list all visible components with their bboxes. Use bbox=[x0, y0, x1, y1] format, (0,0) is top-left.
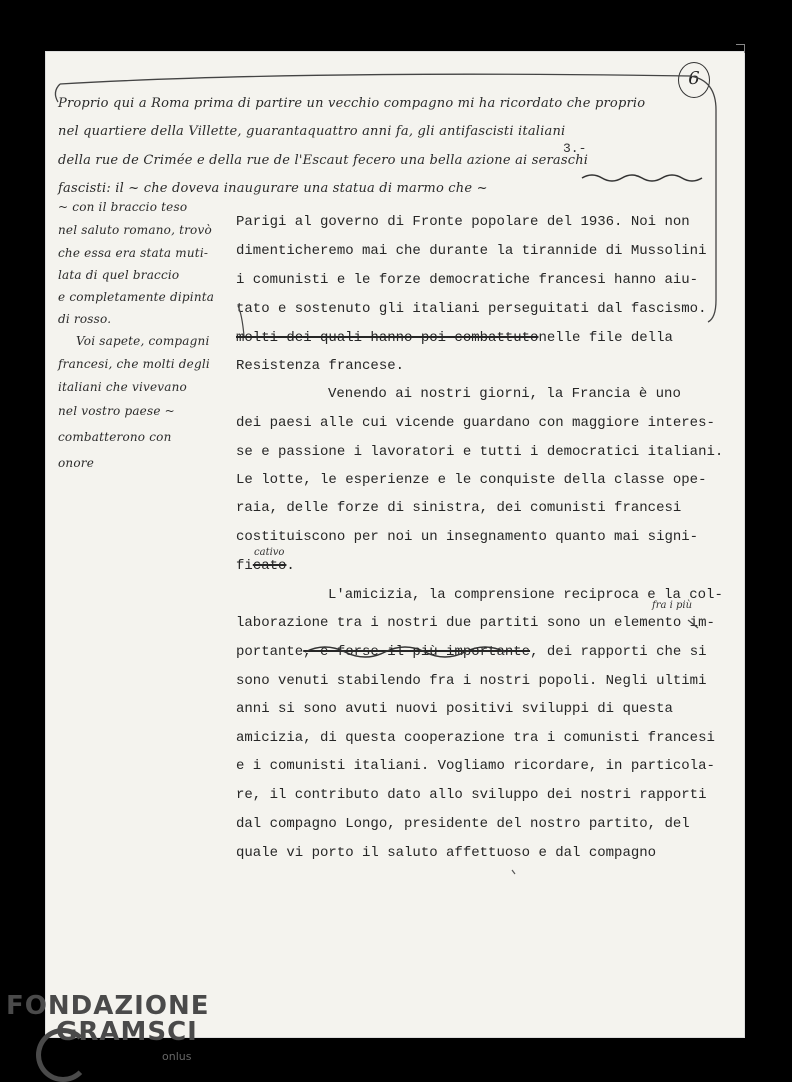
watermark-line1: FONDAZIONE bbox=[6, 991, 210, 1021]
typed-line: Parigi al governo di Fronte popolare del 1936. Noi non bbox=[236, 214, 690, 230]
handwritten-margin-line: onore bbox=[58, 456, 95, 470]
handwritten-margin-line: ~ con il braccio teso bbox=[58, 200, 188, 214]
handwritten-margin-line: combatterono con bbox=[58, 430, 172, 444]
watermark-line2: GRAMSCI bbox=[56, 1017, 198, 1047]
typed-line: anni si sono avuti nuovi positivi sviluppi di questa bbox=[236, 701, 673, 717]
handwritten-margin-line: di rosso. bbox=[58, 312, 112, 326]
typed-line: tato e sostenuto gli italiani perseguitati dal fascismo. bbox=[236, 301, 707, 317]
handwritten-line: nel quartiere della Villette, guarantaquattro anni fa, gli antifascisti italiani bbox=[58, 124, 566, 139]
typed-line: dei paesi alle cui vicende guardano con maggiore interes- bbox=[236, 415, 715, 431]
typed-line: Venendo ai nostri giorni, la Francia è uno bbox=[328, 386, 681, 402]
watermark-suffix: onlus bbox=[162, 1050, 192, 1063]
typed-line: laborazione tra i nostri due partiti sono un elemento im- bbox=[236, 615, 715, 631]
typed-fragment: . bbox=[286, 558, 295, 574]
handwritten-margin-line: che essa era stata muti- bbox=[58, 246, 209, 260]
watermark-logo bbox=[6, 993, 209, 1045]
typed-line: dimenticheremo mai che durante la tirannide di Mussolini bbox=[236, 243, 707, 259]
handwritten-line: Proprio qui a Roma prima di partire un vecchio compagno mi ha ricordato che proprio bbox=[58, 96, 646, 111]
typed-line: Le lotte, le esperienze e le conquiste della classe ope- bbox=[236, 472, 707, 488]
struck-text: molti dei quali hanno poi combattuto bbox=[236, 330, 539, 346]
handwritten-insertion: fra i più bbox=[652, 600, 693, 611]
typed-line: i comunisti e le forze democratiche francesi hanno aiu- bbox=[236, 272, 699, 288]
typed-line: se e passione i lavoratori e tutti i democratici italiani. bbox=[236, 444, 724, 460]
handwritten-margin-line: nel saluto romano, trovò bbox=[58, 223, 212, 237]
typed-line: dal compagno Longo, presidente del nostro partito, del bbox=[236, 816, 690, 832]
struck-text: cato bbox=[252, 558, 287, 574]
typed-page-number: 3.- bbox=[563, 141, 587, 156]
typed-line: sono venuti stabilendo fra i nostri popoli. Negli ultimi bbox=[236, 673, 707, 689]
handwritten-line: fascisti: il ~ che doveva inaugurare una statua di marmo che ~ bbox=[58, 181, 488, 196]
typed-line: L'amicizia, la comprensione reciproca e la col- bbox=[328, 587, 723, 603]
typed-fragment: portante bbox=[236, 644, 304, 660]
watermark-g-icon bbox=[36, 1028, 90, 1082]
handwritten-line: della rue de Crimée e della rue de l'Escaut fecero una bella azione ai seraschi bbox=[58, 153, 589, 168]
handwritten-margin-line: francesi, che molti degli bbox=[58, 357, 210, 371]
handwritten-margin-line: italiani che vivevano bbox=[58, 380, 187, 394]
typed-line: costituiscono per noi un insegnamento quanto mai signi- bbox=[236, 529, 699, 545]
handwritten-margin-line: Voi sapete, compagni bbox=[76, 334, 210, 348]
handwritten-margin-line: lata di quel braccio bbox=[58, 268, 180, 282]
handwritten-margin-line: nel vostro paese ~ bbox=[58, 404, 175, 418]
handwritten-insertion: cativo bbox=[254, 547, 285, 558]
typed-line: Resistenza francese. bbox=[236, 358, 405, 374]
typed-line: re, il contributo dato allo sviluppo dei nostri rapporti bbox=[236, 787, 707, 803]
page-number-circled: 6 bbox=[678, 62, 710, 98]
typed-fragment: , dei rapporti che si bbox=[530, 644, 707, 660]
typed-line: e i comunisti italiani. Vogliamo ricordare, in particola- bbox=[236, 758, 715, 774]
typed-fragment: fi bbox=[236, 558, 253, 574]
typed-fragment: nelle file della bbox=[538, 330, 673, 346]
typed-line: amicizia, di questa cooperazione tra i comunisti francesi bbox=[236, 730, 715, 746]
typed-line: quale vi porto il saluto affettuoso e dal compagno bbox=[236, 845, 657, 861]
struck-text: , e forse il più importante bbox=[303, 644, 531, 660]
typed-line: raia, delle forze di sinistra, dei comunisti francesi bbox=[236, 500, 682, 516]
handwritten-margin-line: e completamente dipinta bbox=[58, 290, 215, 304]
